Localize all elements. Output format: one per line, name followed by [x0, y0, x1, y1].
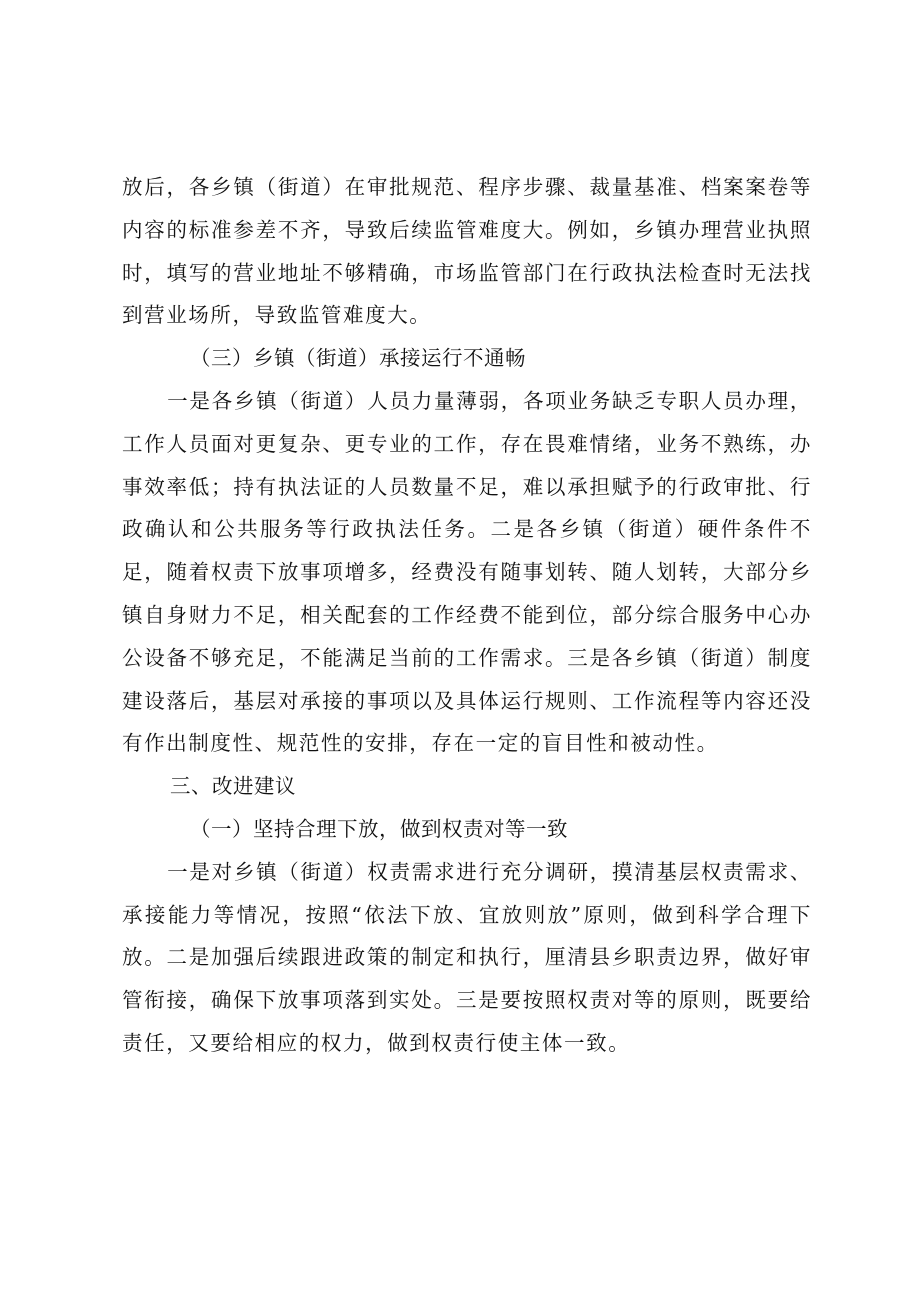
paragraph-continued: 放后，各乡镇（街道）在审批规范、程序步骤、裁量基准、档案案卷等内容的标准参差不齐，导致后续监管难度大。例如，乡镇办理营业执照时，填写的营业地址不够精确，市场监管部门在行政执法检查时无法找到营业场所，导致监管难度大。 [122, 175, 812, 328]
document-body [122, 166, 812, 1065]
subheading-delegation: （一）坚持合理下放，做到权责对等一致 [190, 816, 568, 841]
section-heading-suggestions: 三、改进建议 [170, 774, 296, 799]
paragraph-implementation: 一是各乡镇（街道）人员力量薄弱，各项业务缺乏专职人员办理，工作人员面对更复杂、更专业的工作，存在畏难情绪，业务不熟练，办事效率低；持有执法证的人员数量不足，难以承担赋予的行政审批、行政确认和公共服务等行政执法任务。二是各乡镇（街道）硬件条件不足，随着权责下放事项增多，经费没有随事划转、随人划转，大部分乡镇自身财力不足，相关配套的工作经费不能到位，部分综合服务中心办公设备不够充足，不能满足当前的工作需求。三是各乡镇（街道）制度建设落后，基层对承接的事项以及具体运行规则、工作流程等内容还没有作出制度性、规范性的安排，存在一定的盲目性和被动性。 [122, 388, 812, 756]
subheading-implementation: （三）乡镇（街道）承接运行不通畅 [190, 346, 526, 371]
paragraph-delegation: 一是对乡镇（街道）权责需求进行充分调研，摸清基层权责需求、承接能力等情况，按照“依法下放、宜放则放”原则，做到科学合理下放。二是加强后续跟进政策的制定和执行，厘清县乡职责边界，做好审管衔接，确保下放事项落到实处。三是要按照权责对等的原则，既要给责任，又要给相应的权力，做到权责行使主体一致。 [122, 859, 812, 1055]
